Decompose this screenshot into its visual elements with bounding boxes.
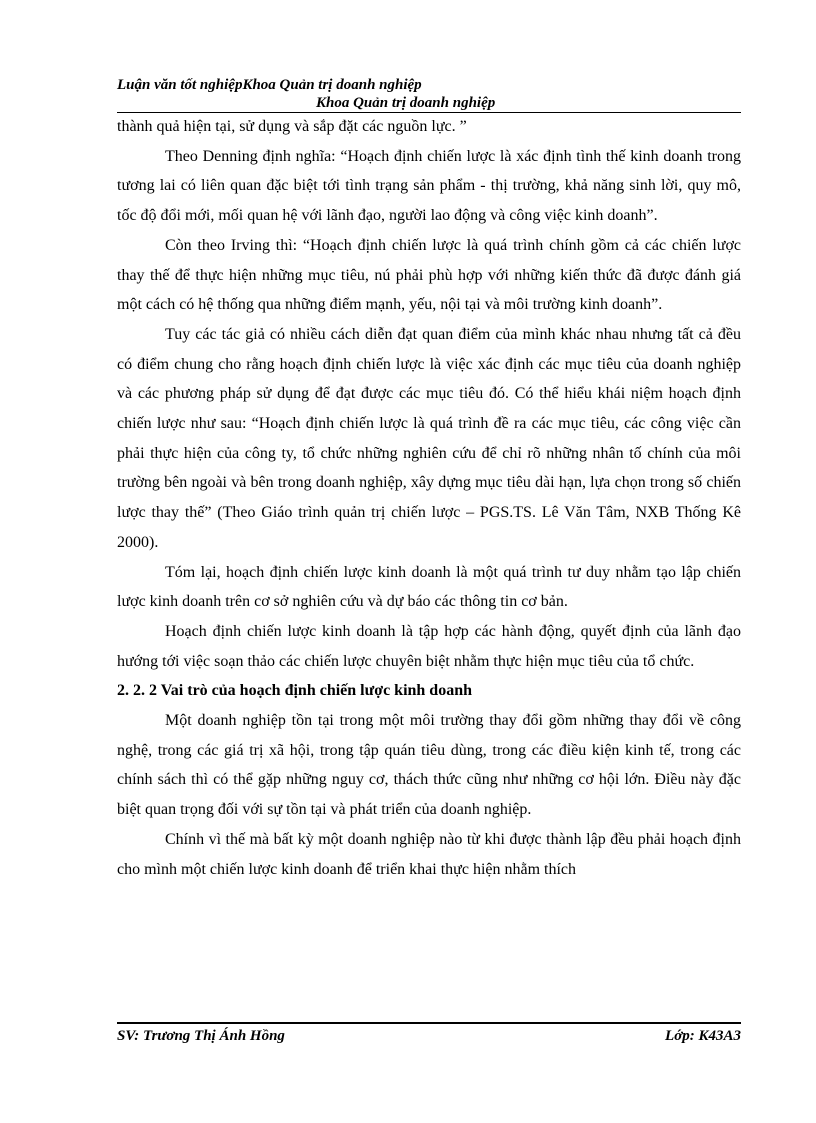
- paragraph-denning: Theo Denning định nghĩa: “Hoạch định chiến lược là xác định tình thế kinh doanh trong tương lai có liên quan đặc biệt tới tình trạng sản phẩm - thị trường, khả năng sinh lời, quy mô, tốc độ đổi mới, mối quan hệ với lãnh đạo, người lao động và công việc kinh doanh”.: [117, 147, 741, 225]
- footer-divider: [117, 1022, 741, 1024]
- footer-student: SV: Trương Thị Ánh Hồng: [117, 1028, 285, 1044]
- document-body: [117, 112, 741, 884]
- paragraph-definition: Tuy các tác giả có nhiều cách diễn đạt quan điểm của mình khác nhau nhưng tất cả đều có điểm chung cho rằng hoạch định chiến lược là việc xác định các mục tiêu của doanh nghiệp và các phương pháp sử dụng để đạt được các mục tiêu đó. Có thể hiểu khái niệm hoạch định chiến lược như sau: “Hoạch định chiến lược là quá trình đề ra các mục tiêu, các công việc cần phải thực hiện của công ty, tổ chức những nghiên cứu để chỉ rõ những nhân tố chính của môi trường bên ngoài và bên trong doanh nghiệp, xây dựng mục tiêu dài hạn, lựa chọn trong số chiến lược thay thế” (Theo Giáo trình quản trị chiến lược – PGS.TS. Lê Văn Tâm, NXB Thống Kê 2000).: [117, 325, 741, 551]
- paragraph-continuation: thành quả hiện tại, sử dụng và sắp đặt các nguồn lực. ”: [117, 118, 467, 135]
- paragraph-conclusion: Chính vì thế mà bất kỳ một doanh nghiệp nào từ khi được thành lập đều phải hoạch định cho mình một chiến lược kinh doanh để triển khai thực hiện nhằm thích: [117, 830, 741, 878]
- paragraph-environment: Một doanh nghiệp tồn tại trong một môi trường thay đổi gồm những thay đổi về công nghệ, trong các giá trị xã hội, trong tập quán tiêu dùng, trong các điều kiện kinh tế, trong các chính sách thì có thể gặp những nguy cơ, thách thức cũng như những cơ hội lớn. Điều này đặc biệt quan trọng đối với sự tồn tại và phát triển của doanh nghiệp.: [117, 712, 741, 819]
- footer-class: Lớp: K43A3: [665, 1028, 741, 1044]
- paragraph-actions: Hoạch định chiến lược kinh doanh là tập hợp các hành động, quyết định của lãnh đạo hướng tới việc soạn thảo các chiến lược chuyên biệt nhằm thực hiện mục tiêu của tổ chức.: [117, 622, 741, 670]
- header-title: Luận văn tốt nghiệpKhoa Quản trị doanh nghiệp: [117, 77, 422, 93]
- paragraph-summary: Tóm lại, hoạch định chiến lược kinh doanh là một quá trình tư duy nhằm tạo lập chiến lược kinh doanh trên cơ sở nghiên cứu và dự báo các thông tin cơ bản.: [117, 563, 741, 611]
- paragraph-irving: Còn theo Irving thì: “Hoạch định chiến lược là quá trình chính gồm cả các chiến lược thay thế để thực hiện những mục tiêu, nú phải phù hợp với những kiến thức đã được đánh giá một cách có hệ thống qua những điểm mạnh, yếu, nội tại và môi trường kinh doanh”.: [117, 236, 741, 314]
- section-heading: 2. 2. 2 Vai trò của hoạch định chiến lược kinh doanh: [117, 682, 472, 700]
- header-subtitle: Khoa Quản trị doanh nghiệp: [316, 95, 496, 111]
